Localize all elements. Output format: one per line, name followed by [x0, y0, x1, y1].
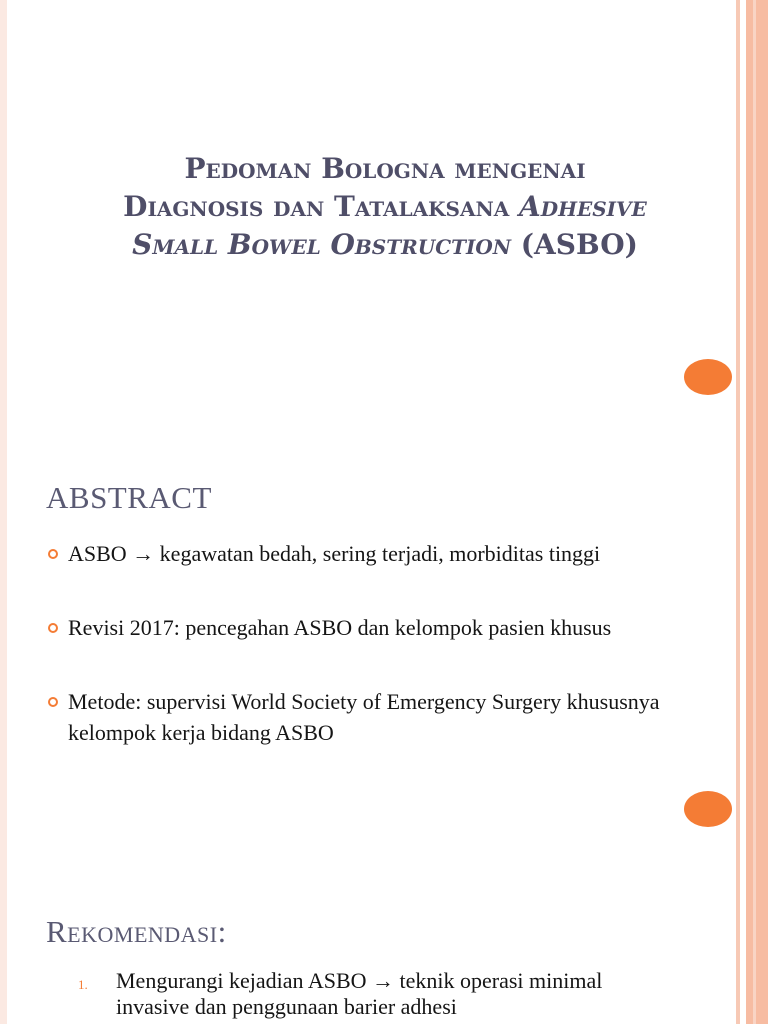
- title-line-2b: Adhesive: [519, 190, 647, 223]
- bullet-ring-icon: [48, 549, 58, 559]
- decor-orange-dot: [684, 791, 732, 827]
- item-number: 1.: [78, 977, 88, 992]
- slide-title: [0, 0, 768, 432]
- bullet-ring-icon: [48, 697, 58, 707]
- title-line-3b: (ASBO): [511, 228, 638, 261]
- decor-stripe-wide: [746, 864, 768, 1024]
- list-item: [78, 968, 658, 1020]
- decor-stripe: [736, 432, 740, 864]
- decor-stripe: [736, 0, 740, 432]
- decor-orange-dot: [684, 359, 732, 395]
- decor-stripe-wide: [746, 432, 768, 864]
- slide-left-edge: [0, 432, 7, 864]
- decor-stripe-light: [753, 864, 756, 1024]
- slide-recommendations: [0, 864, 768, 1024]
- bullet-ring-icon: [48, 623, 58, 633]
- bullet-text: Revisi 2017: pencegahan ASBO dan kelompok pasien khusus: [68, 615, 612, 640]
- decor-stripe-light: [753, 432, 756, 864]
- title-line-1: Pedoman Bologna mengenai: [184, 152, 586, 185]
- decor-stripe-wide: [746, 0, 768, 432]
- title-line-3a: Small Bowel Obstruction: [132, 228, 512, 261]
- slide-abstract: [0, 432, 768, 864]
- list-item: [46, 686, 686, 748]
- title-line-2a: Diagnosis dan Tatalaksana: [123, 190, 520, 223]
- bullet-text: Metode: supervisi World Society of Emergency Surgery khususnya kelompok kerja bidang ASBO: [68, 689, 660, 745]
- abstract-bullet-list: [46, 538, 686, 791]
- decor-stripe: [736, 864, 740, 1024]
- list-item: [46, 538, 686, 569]
- bullet-text: ASBO → kegawatan bedah, sering terjadi, morbiditas tinggi: [68, 541, 601, 566]
- recommendations-list: [78, 968, 658, 1020]
- item-text: Mengurangi kejadian ASBO → teknik operasi minimal invasive dan penggunaan barier adhesi: [116, 968, 603, 1019]
- recommendations-heading: Rekomendasi:: [46, 914, 227, 949]
- list-item: [46, 612, 686, 643]
- decor-stripe-light: [753, 0, 756, 432]
- abstract-heading: ABSTRACT: [46, 480, 212, 515]
- presentation-title: [60, 150, 710, 264]
- slide-left-edge: [0, 0, 7, 432]
- slide-left-edge: [0, 864, 7, 1024]
